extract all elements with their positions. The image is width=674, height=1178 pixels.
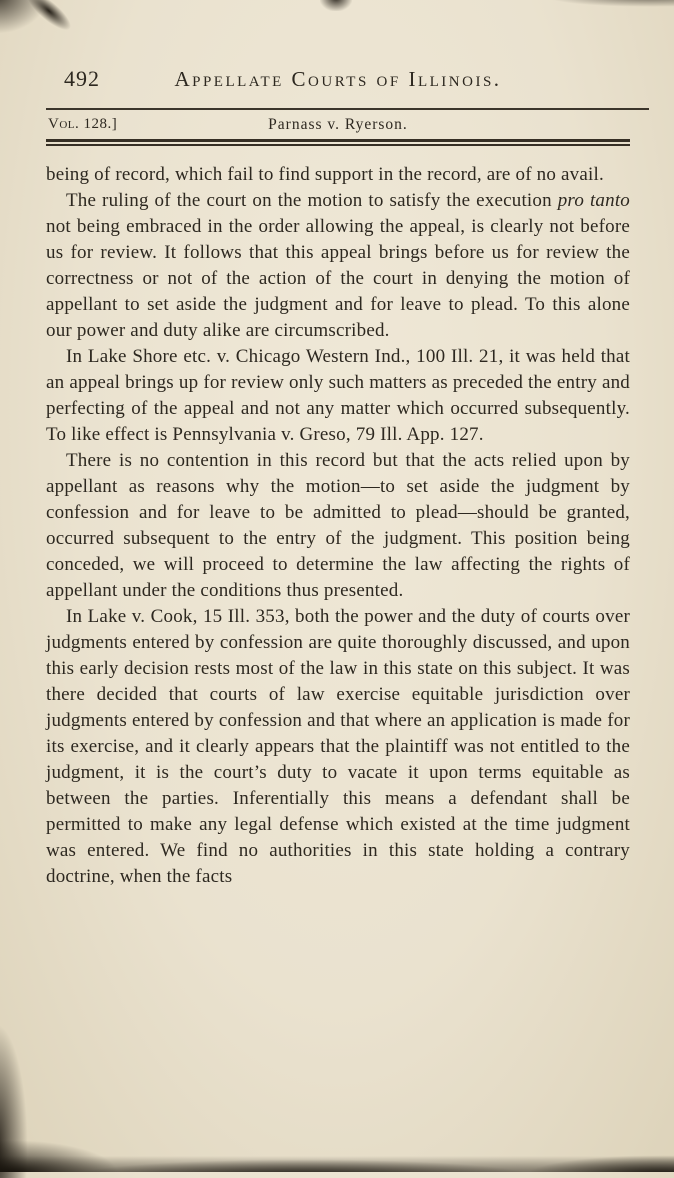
scan-artifact-bottom-band <box>0 1126 674 1172</box>
paragraph <box>46 448 630 604</box>
paragraph-text: In Lake Shore etc. v. Chicago Western Ind., 100 Ill. 21, it was held that an appeal brings up for review only such matters as preceded the entry and perfecting of the appeal and not any matter which occurred subsequently. To like effect is Pennsylvania v. Greso, 79 Ill. App. 127. <box>46 346 630 445</box>
running-subheader <box>46 112 630 138</box>
scan-artifact-bottom-left-edge <box>0 1023 28 1178</box>
paragraph-text: not being embraced in the order allowing the appeal, is clearly not before us for review. It follows that this appeal brings before us for review the correctness or not of the action of the court in denying the motion of appellant to set aside the judgment and for leave to plead. To this alone our power and duty alike are circumscribed. <box>46 216 630 341</box>
paragraph <box>46 188 630 344</box>
paragraph-text: In Lake v. Cook, 15 Ill. 353, both the power and the duty of courts over judgments entered by confession are quite thoroughly discussed, and upon this early decision rests most of the law in this state on this subject. It was there decided that courts of law exercise equitable jurisdiction over judgments entered by confession and that where an application is made for its exercise, and it clearly appears that the plaintiff was not entitled to the judgment, it is the court’s duty to vacate it upon terms equitable as between the parties. Inferentially this means a defendant shall be permitted to make any legal defense which existed at the time judgment was entered. We find no authorities in this state holding a contrary doctrine, when the facts <box>46 606 630 887</box>
header-rule <box>46 108 630 110</box>
page-title: Appellate Courts of Illinois. <box>174 67 502 91</box>
running-header <box>46 66 630 96</box>
body-text <box>46 162 630 890</box>
paragraph-text: The ruling of the court on the motion to satisfy the execution <box>66 190 558 211</box>
case-title: Parnass v. Ryerson. <box>268 116 408 133</box>
volume-label: Vol. 128.] <box>48 116 118 132</box>
paragraph <box>46 604 630 890</box>
italic-citation: pro tanto <box>557 190 630 211</box>
paragraph <box>46 162 630 188</box>
paragraph-text: There is no contention in this record but that the acts relied upon by appellant as reasons why the motion—to set aside the judgment by confession and for leave to be admitted to plead—should be granted, occurred subsequent to the entry of the judgment. This position being conceded, we will proceed to determine the law affecting the rights of appellant under the conditions thus presented. <box>46 450 630 601</box>
subheader-double-rule <box>46 139 630 146</box>
page-number: 492 <box>64 66 100 91</box>
paragraph <box>46 344 630 448</box>
paragraph-text: being of record, which fail to find support in the record, are of no avail. <box>46 164 604 185</box>
